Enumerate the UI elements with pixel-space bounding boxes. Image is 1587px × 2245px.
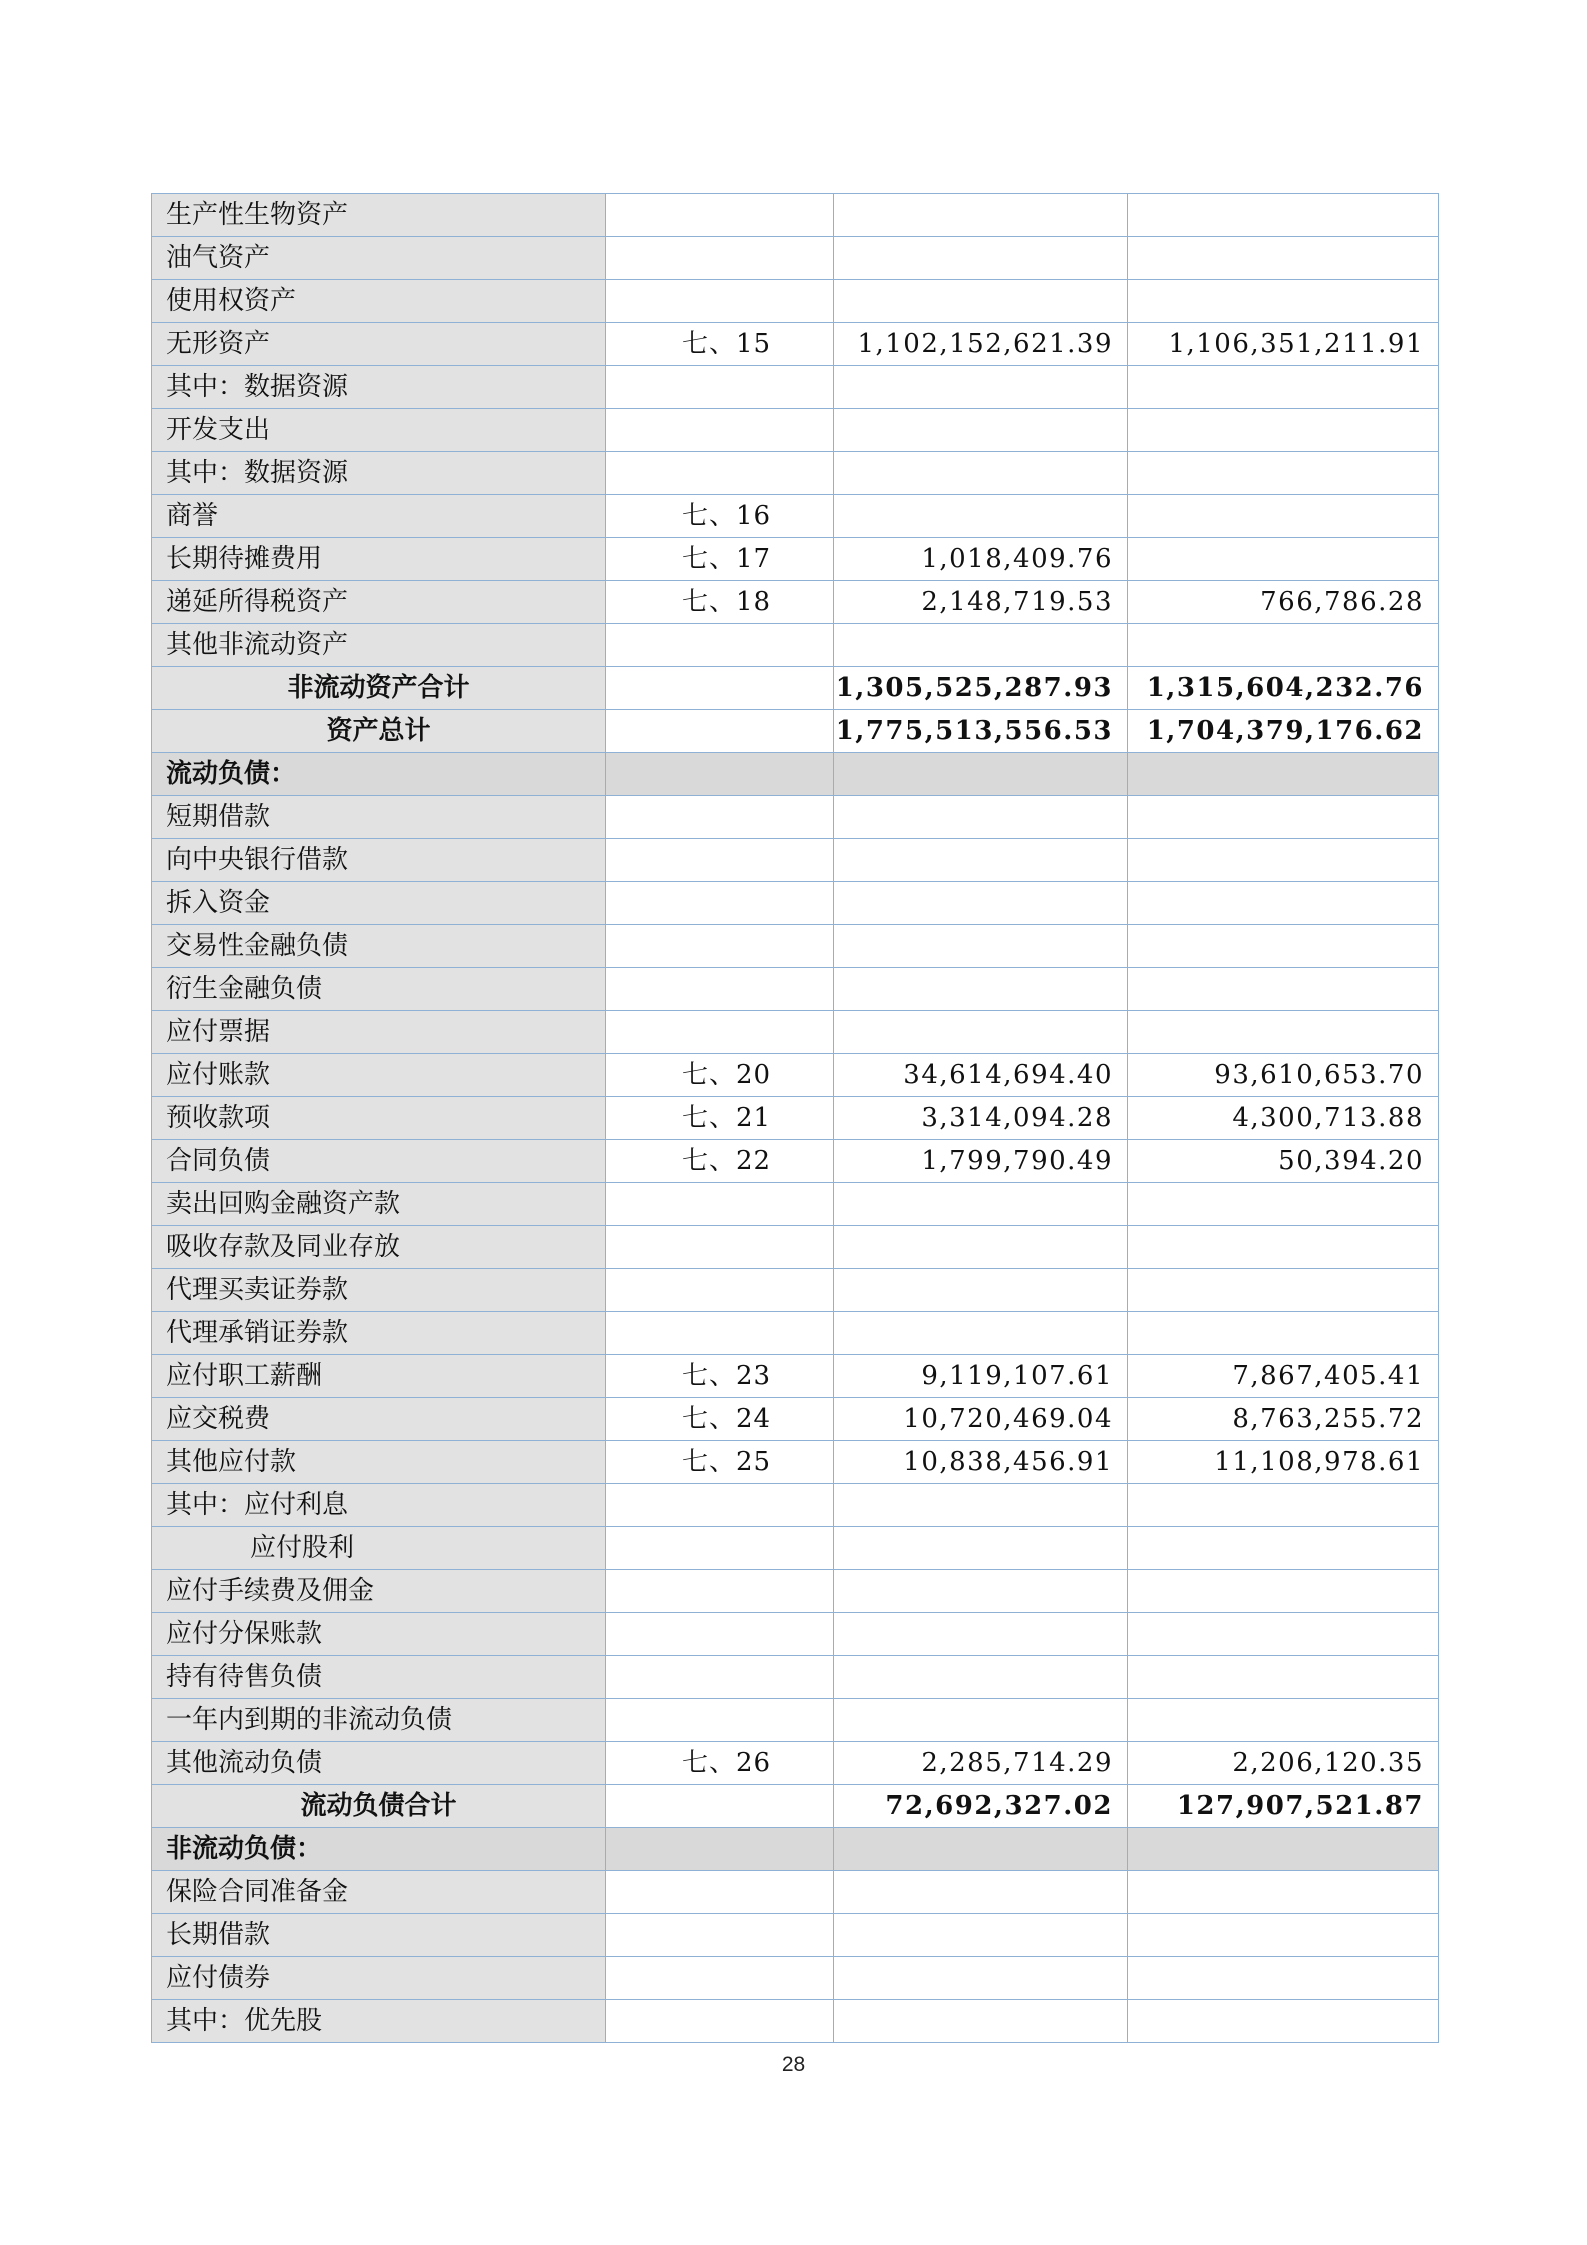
prior-period-amount [1128,968,1439,1011]
row-label: 代理承销证券款 [152,1312,606,1355]
row-label: 其他非流动资产 [152,624,606,667]
prior-period-amount [1128,882,1439,925]
prior-period-amount [1128,409,1439,452]
note-reference [606,1871,834,1914]
row-label: 其他应付款 [152,1441,606,1484]
note-reference [606,452,834,495]
note-reference: 七、26 [606,1742,834,1785]
current-period-amount [834,839,1128,882]
prior-period-amount [1128,925,1439,968]
prior-period-amount [1128,237,1439,280]
current-period-amount [834,1183,1128,1226]
prior-period-amount [1128,1570,1439,1613]
current-period-amount [834,366,1128,409]
prior-period-amount: 1,704,379,176.62 [1128,710,1439,753]
prior-period-amount: 2,206,120.35 [1128,1742,1439,1785]
note-reference [606,2000,834,2043]
balance-sheet-body [152,194,1439,2043]
current-period-amount [834,409,1128,452]
note-reference [606,624,834,667]
table-row [152,968,1439,1011]
row-label: 持有待售负债 [152,1656,606,1699]
row-label: 其中：应付利息 [152,1484,606,1527]
prior-period-amount [1128,1656,1439,1699]
table-row [152,366,1439,409]
current-period-amount: 72,692,327.02 [834,1785,1128,1828]
note-reference [606,1828,834,1871]
row-label: 长期借款 [152,1914,606,1957]
current-period-amount: 2,285,714.29 [834,1742,1128,1785]
note-reference [606,366,834,409]
row-label: 衍生金融负债 [152,968,606,1011]
note-reference [606,237,834,280]
table-row [152,1140,1439,1183]
note-reference: 七、20 [606,1054,834,1097]
note-reference: 七、23 [606,1355,834,1398]
note-reference: 七、21 [606,1097,834,1140]
row-label: 一年内到期的非流动负债 [152,1699,606,1742]
table-row [152,452,1439,495]
note-reference [606,1269,834,1312]
row-label: 合同负债 [152,1140,606,1183]
note-reference [606,409,834,452]
table-row [152,1656,1439,1699]
table-row [152,1011,1439,1054]
prior-period-amount [1128,624,1439,667]
prior-period-amount [1128,1828,1439,1871]
note-reference [606,753,834,796]
prior-period-amount: 7,867,405.41 [1128,1355,1439,1398]
current-period-amount: 1,799,790.49 [834,1140,1128,1183]
note-reference [606,1226,834,1269]
table-row [152,925,1439,968]
table-row [152,1226,1439,1269]
note-reference [606,1785,834,1828]
prior-period-amount [1128,1312,1439,1355]
note-reference [606,1312,834,1355]
prior-period-amount [1128,366,1439,409]
table-row [152,194,1439,237]
prior-period-amount [1128,1613,1439,1656]
row-label: 其中：数据资源 [152,366,606,409]
table-row [152,538,1439,581]
note-reference [606,1527,834,1570]
current-period-amount: 34,614,694.40 [834,1054,1128,1097]
current-period-amount [834,1699,1128,1742]
current-period-amount [834,925,1128,968]
prior-period-amount: 127,907,521.87 [1128,1785,1439,1828]
note-reference: 七、25 [606,1441,834,1484]
prior-period-amount [1128,1269,1439,1312]
table-row [152,1183,1439,1226]
row-label: 交易性金融负债 [152,925,606,968]
prior-period-amount: 11,108,978.61 [1128,1441,1439,1484]
prior-period-amount: 93,610,653.70 [1128,1054,1439,1097]
current-period-amount [834,1011,1128,1054]
row-label: 其中：优先股 [152,2000,606,2043]
current-period-amount [834,452,1128,495]
prior-period-amount [1128,1914,1439,1957]
prior-period-amount: 4,300,713.88 [1128,1097,1439,1140]
prior-period-amount [1128,839,1439,882]
current-period-amount [834,1527,1128,1570]
current-period-amount [834,1613,1128,1656]
row-label: 其中：数据资源 [152,452,606,495]
prior-period-amount: 1,106,351,211.91 [1128,323,1439,366]
row-label: 资产总计 [152,710,606,753]
prior-period-amount [1128,280,1439,323]
table-row [152,1742,1439,1785]
table-row [152,1570,1439,1613]
table-row [152,1871,1439,1914]
table-row [152,1484,1439,1527]
prior-period-amount [1128,2000,1439,2043]
prior-period-amount [1128,1183,1439,1226]
table-row [152,1355,1439,1398]
note-reference [606,1484,834,1527]
prior-period-amount [1128,1699,1439,1742]
prior-period-amount [1128,495,1439,538]
note-reference [606,1570,834,1613]
table-row [152,1957,1439,2000]
row-label: 使用权资产 [152,280,606,323]
note-reference [606,925,834,968]
current-period-amount: 2,148,719.53 [834,581,1128,624]
row-label: 无形资产 [152,323,606,366]
current-period-amount [834,1226,1128,1269]
current-period-amount [834,1656,1128,1699]
table-row [152,1398,1439,1441]
prior-period-amount [1128,796,1439,839]
note-reference: 七、17 [606,538,834,581]
table-row [152,237,1439,280]
note-reference [606,1613,834,1656]
row-label: 吸收存款及同业存放 [152,1226,606,1269]
total-row [152,710,1439,753]
table-row [152,280,1439,323]
current-period-amount [834,624,1128,667]
row-label: 拆入资金 [152,882,606,925]
row-label: 流动负债合计 [152,1785,606,1828]
table-row [152,581,1439,624]
current-period-amount [834,753,1128,796]
prior-period-amount [1128,1011,1439,1054]
table-row [152,1613,1439,1656]
note-reference [606,796,834,839]
current-period-amount [834,968,1128,1011]
row-label: 应付分保账款 [152,1613,606,1656]
table-row [152,839,1439,882]
current-period-amount: 10,838,456.91 [834,1441,1128,1484]
table-row [152,1914,1439,1957]
prior-period-amount: 50,394.20 [1128,1140,1439,1183]
current-period-amount [834,1269,1128,1312]
current-period-amount [834,194,1128,237]
prior-period-amount [1128,1871,1439,1914]
row-label: 预收款项 [152,1097,606,1140]
row-label: 卖出回购金融资产款 [152,1183,606,1226]
prior-period-amount [1128,1484,1439,1527]
current-period-amount [834,1957,1128,2000]
note-reference [606,1957,834,2000]
current-period-amount [834,1914,1128,1957]
current-period-amount: 9,119,107.61 [834,1355,1128,1398]
table-row [152,624,1439,667]
row-label: 其他流动负债 [152,1742,606,1785]
table-row [152,1269,1439,1312]
row-label: 非流动资产合计 [152,667,606,710]
prior-period-amount [1128,1527,1439,1570]
balance-sheet-table [151,193,1439,2043]
row-label: 向中央银行借款 [152,839,606,882]
table-row [152,1699,1439,1742]
row-label: 保险合同准备金 [152,1871,606,1914]
current-period-amount [834,882,1128,925]
row-label: 应付手续费及佣金 [152,1570,606,1613]
note-reference [606,968,834,1011]
table-row [152,1527,1439,1570]
row-label: 应付债券 [152,1957,606,2000]
prior-period-amount: 8,763,255.72 [1128,1398,1439,1441]
prior-period-amount [1128,1226,1439,1269]
current-period-amount: 1,775,513,556.53 [834,710,1128,753]
table-row [152,882,1439,925]
note-reference: 七、16 [606,495,834,538]
table-row [152,796,1439,839]
note-reference [606,194,834,237]
row-label: 非流动负债： [152,1828,606,1871]
row-label: 短期借款 [152,796,606,839]
table-row [152,1054,1439,1097]
prior-period-amount [1128,538,1439,581]
note-reference: 七、18 [606,581,834,624]
prior-period-amount: 766,786.28 [1128,581,1439,624]
prior-period-amount [1128,1957,1439,2000]
table-row [152,2000,1439,2043]
table-row [152,323,1439,366]
row-label: 油气资产 [152,237,606,280]
note-reference [606,1699,834,1742]
note-reference [606,839,834,882]
current-period-amount: 3,314,094.28 [834,1097,1128,1140]
row-label: 应交税费 [152,1398,606,1441]
row-label: 应付股利 [152,1527,606,1570]
current-period-amount: 1,102,152,621.39 [834,323,1128,366]
row-label: 代理买卖证券款 [152,1269,606,1312]
note-reference [606,1183,834,1226]
current-period-amount [834,1871,1128,1914]
note-reference: 七、15 [606,323,834,366]
current-period-amount [834,280,1128,323]
total-row [152,667,1439,710]
note-reference [606,1914,834,1957]
prior-period-amount: 1,315,604,232.76 [1128,667,1439,710]
current-period-amount [834,237,1128,280]
section-header-row [152,1828,1439,1871]
current-period-amount [834,2000,1128,2043]
row-label: 长期待摊费用 [152,538,606,581]
row-label: 生产性生物资产 [152,194,606,237]
row-label: 应付票据 [152,1011,606,1054]
row-label: 流动负债： [152,753,606,796]
note-reference [606,882,834,925]
page-number: 28 [781,2053,806,2076]
prior-period-amount [1128,194,1439,237]
current-period-amount: 10,720,469.04 [834,1398,1128,1441]
row-label: 开发支出 [152,409,606,452]
table-row [152,495,1439,538]
note-reference [606,1656,834,1699]
note-reference: 七、24 [606,1398,834,1441]
current-period-amount: 1,305,525,287.93 [834,667,1128,710]
row-label: 商誉 [152,495,606,538]
table-row [152,1312,1439,1355]
current-period-amount [834,1484,1128,1527]
current-period-amount [834,495,1128,538]
note-reference [606,280,834,323]
current-period-amount [834,1828,1128,1871]
section-header-row [152,753,1439,796]
row-label: 递延所得税资产 [152,581,606,624]
note-reference: 七、22 [606,1140,834,1183]
note-reference [606,710,834,753]
row-label: 应付账款 [152,1054,606,1097]
table-row [152,409,1439,452]
current-period-amount [834,796,1128,839]
current-period-amount: 1,018,409.76 [834,538,1128,581]
prior-period-amount [1128,452,1439,495]
total-row [152,1785,1439,1828]
prior-period-amount [1128,753,1439,796]
row-label: 应付职工薪酬 [152,1355,606,1398]
table-row [152,1441,1439,1484]
note-reference [606,667,834,710]
current-period-amount [834,1570,1128,1613]
current-period-amount [834,1312,1128,1355]
table-row [152,1097,1439,1140]
note-reference [606,1011,834,1054]
